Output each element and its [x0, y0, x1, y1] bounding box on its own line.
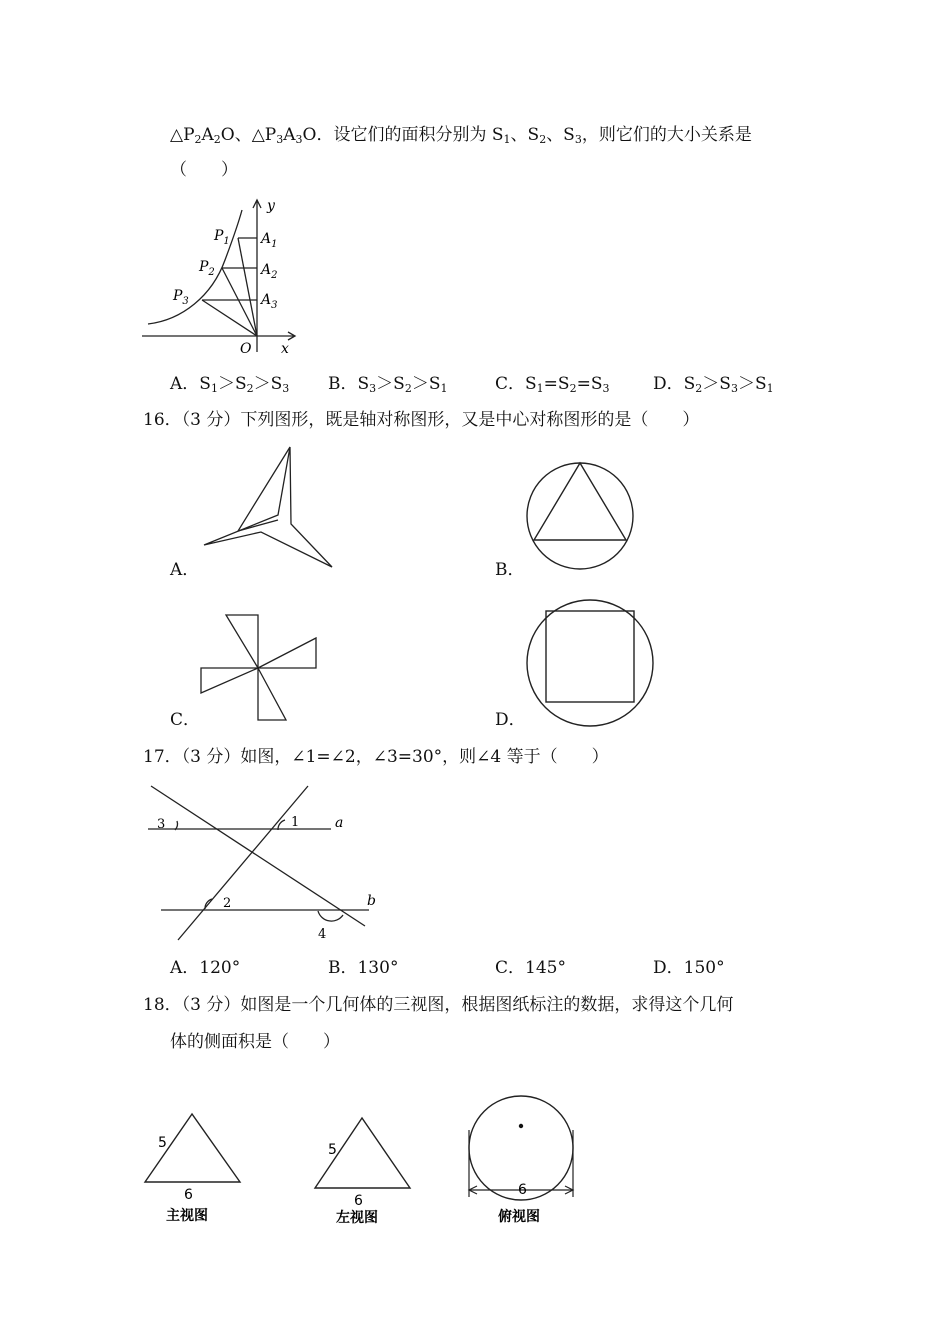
front-view-side-label: 5 [158, 1135, 167, 1151]
top-view-dim-label: 6 [518, 1182, 527, 1198]
q16-option-b[interactable]: B． [495, 560, 525, 580]
q17-option-b[interactable]: B．130° [328, 958, 399, 978]
angle-4-label: 4 [318, 927, 327, 942]
q16-figure-d-circle-square [524, 597, 658, 731]
point-p3-label: P [173, 288, 183, 304]
svg-text:P3: $P_3$ [173, 288, 189, 307]
x-axis-label: x [281, 341, 289, 357]
q16-figure-c-windmill [198, 610, 322, 722]
q16-figure-a-pinwheel-triangle [198, 445, 338, 575]
left-view-caption: 左视图 [336, 1210, 378, 1226]
left-view-side-label: 5 [328, 1142, 337, 1158]
transversal-1 [151, 786, 365, 926]
q15-option-b[interactable]: B．$S_3>S_2>S_1$ [328, 374, 448, 395]
q16-option-d[interactable]: D． [495, 710, 526, 730]
q18-front-view [140, 1110, 250, 1230]
transversal-2 [178, 786, 308, 940]
line-b-label: b [367, 893, 376, 909]
q15-figure [142, 196, 312, 356]
q17-option-c[interactable]: C．145° [495, 958, 566, 978]
y-axis-label: y [267, 198, 275, 214]
q18-stem-line2: 体的侧面积是（ ） [170, 1032, 340, 1052]
q15-stem-continuation: $\triangle P_2A_2O$、$\triangle P_3A_3O$．设它们的面积分别为 $S_1$、$S_2$、$S_3$，则它们的大小关系是 [170, 125, 752, 146]
left-view-base-label: 6 [354, 1193, 363, 1209]
svg-text:P2: $P_2$ [199, 259, 215, 278]
angle-1-label: 1 [291, 815, 300, 830]
q15-option-c[interactable]: C．$S_1=S_2=S_3$ [495, 374, 610, 395]
q16-option-c[interactable]: C． [170, 710, 201, 730]
q17-figure [143, 784, 383, 944]
point-a3-label: A [261, 292, 272, 308]
point-p2-label: P [199, 259, 209, 275]
line-a-label: a [335, 815, 344, 831]
front-view-base-label: 6 [184, 1187, 193, 1203]
q15-option-a[interactable]: A．$S_1>S_2>S_3$ [170, 374, 290, 395]
q16-stem: 16．（3 分）下列图形，既是轴对称图形，又是中心对称图形的是（ ） [143, 410, 700, 430]
origin-label: O [240, 341, 252, 357]
center-dot [519, 1124, 523, 1128]
q17-option-d[interactable]: D．150° [653, 958, 725, 978]
point-p1-label: P [214, 228, 224, 244]
hyperbola-curve [148, 210, 242, 324]
q17-option-a[interactable]: A．120° [170, 958, 241, 978]
svg-text:A1: $A_1$ [261, 231, 278, 250]
front-view-caption: 主视图 [166, 1208, 208, 1224]
q16-figure-b-circle-triangle [524, 460, 636, 572]
q18-stem-line1: 18．（3 分）如图是一个几何体的三视图，根据图纸标注的数据，求得这个几何 [143, 995, 734, 1015]
q16-option-a[interactable]: A． [170, 560, 200, 580]
svg-text:A2: $A_2$ [261, 262, 278, 281]
q17-stem: 17．（3 分）如图，∠1=∠2，∠3=30°，则∠4 等于（ ） [143, 747, 609, 767]
point-a1-label: A [261, 231, 272, 247]
angle-3-label: 3 [157, 817, 166, 832]
q18-top-view [463, 1095, 583, 1235]
top-view-caption: 俯视图 [498, 1209, 540, 1225]
q15-option-d[interactable]: D．$S_2>S_3>S_1$ [653, 374, 774, 395]
q15-answer-paren: （ ） [170, 160, 238, 180]
angle-2-label: 2 [223, 896, 232, 911]
svg-text:A3: $A_3$ [261, 292, 278, 311]
svg-text:P1: $P_1$ [214, 228, 230, 247]
q18-left-view [310, 1114, 420, 1234]
point-a2-label: A [261, 262, 272, 278]
